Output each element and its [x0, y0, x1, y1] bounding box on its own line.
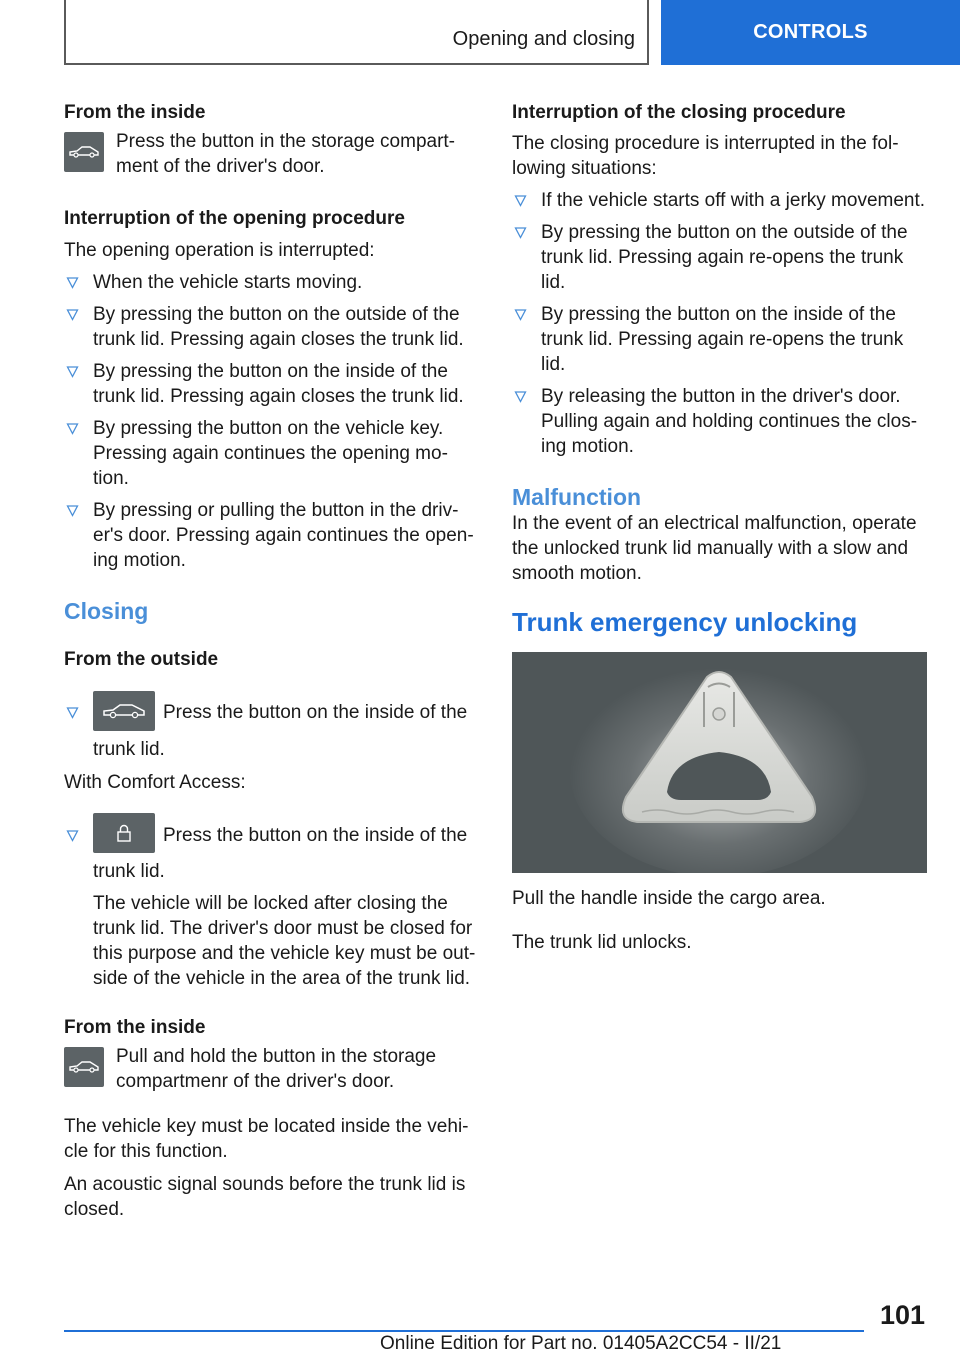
- comfort-access-note: The vehicle will be locked after closing the trunk lid. The driver's door must be closed for this purpose and the vehicle key must be out-side of the vehicle in the area of the trunk lid.: [93, 893, 476, 989]
- triangle-bullet-icon: [66, 706, 79, 719]
- emergency-handle-photo: [512, 652, 927, 873]
- trunk-unlocks-text: The trunk lid unlocks.: [512, 932, 692, 953]
- triangle-bullet-icon: [514, 390, 527, 403]
- header-left-rule: [64, 0, 66, 64]
- trunk-car-icon: [64, 132, 104, 172]
- subheading-interruption-closing: Interruption of the closing procedure: [512, 102, 846, 123]
- from-inside-closing-instruction: [64, 1044, 478, 1094]
- header-right-rule: [647, 0, 649, 64]
- header-bottom-rule: [64, 63, 649, 65]
- triangle-bullet-icon: [66, 829, 79, 842]
- triangle-bullet-icon: [66, 365, 79, 378]
- trunk-car-icon: [64, 1047, 104, 1087]
- from-inside-closing-text: Pull and hold the button in the storage compartmenr of the driver's door.: [116, 1046, 437, 1092]
- trunk-car-icon: [93, 691, 155, 731]
- heading-malfunction: Malfunction: [512, 484, 642, 510]
- right-column: [512, 100, 930, 955]
- left-column: [64, 100, 478, 1222]
- triangle-bullet-icon: [66, 308, 79, 321]
- from-inside-instruction: [64, 129, 478, 179]
- list-item: By pressing the button on the vehicle key. Pressing again continues the opening mo-tion.: [64, 416, 478, 491]
- list-item: By pressing the button on the inside of the trunk lid. Pressing again re-opens the trunk lid.: [512, 302, 930, 377]
- list-item: By pressing the button on the outside of the trunk lid. Pressing again re-opens the trunk lid.: [512, 220, 930, 295]
- list-item: By pressing the button on the inside of the trunk lid. Pressing again closes the trunk lid.: [64, 359, 478, 409]
- pull-handle-text: Pull the handle inside the cargo area.: [512, 888, 826, 909]
- vehicle-key-note: The vehicle key must be located inside the vehi-cle for this function.: [64, 1116, 469, 1162]
- lock-icon: [93, 813, 155, 853]
- comfort-access-list: [64, 823, 478, 991]
- list-item: When the vehicle starts moving.: [64, 270, 478, 295]
- malfunction-text: In the event of an electrical malfunction, operate the unlocked trunk lid manually with a slow and smooth motion.: [512, 513, 917, 584]
- list-item: By pressing or pulling the button in the driv-er's door. Pressing again continues the open-ing motion.: [64, 498, 478, 573]
- triangle-bullet-icon: [66, 504, 79, 517]
- triangle-bullet-icon: [66, 422, 79, 435]
- from-outside-list: [64, 700, 478, 762]
- subheading-interruption-opening: Interruption of the opening procedure: [64, 208, 405, 229]
- triangle-bullet-icon: [514, 308, 527, 321]
- list-item: Press the button on the inside of the trunk lid. The vehicle will be locked after closing the trunk lid. The driver's door must be closed for this purpose and the vehicle key must be out-side of the vehicle in the area of the trunk lid.: [64, 823, 478, 991]
- comfort-access-label: With Comfort Access:: [64, 772, 246, 793]
- header-chapter-tab: CONTROLS: [661, 0, 960, 65]
- triangle-bullet-icon: [66, 276, 79, 289]
- interruption-opening-list: [64, 270, 478, 573]
- page-number: 101: [880, 1300, 926, 1330]
- footer-rule: [64, 1330, 864, 1332]
- header-section-title: Opening and closing: [452, 28, 635, 50]
- triangle-bullet-icon: [514, 226, 527, 239]
- triangle-bullet-icon: [514, 194, 527, 207]
- interruption-opening-intro: The opening operation is interrupted:: [64, 240, 375, 261]
- heading-closing: Closing: [64, 598, 149, 624]
- interruption-closing-list: [512, 188, 930, 459]
- list-item: If the vehicle starts off with a jerky movement.: [512, 188, 930, 213]
- subheading-from-inside: From the inside: [64, 102, 206, 123]
- edition-footer: Online Edition for Part no. 01405A2CC54 - II/21: [380, 1333, 782, 1354]
- list-item: By releasing the button in the driver's door. Pulling again and holding continues the clos-ing motion.: [512, 384, 930, 459]
- subheading-from-inside-closing: From the inside: [64, 1017, 206, 1038]
- interruption-closing-intro: The closing procedure is interrupted in the fol-lowing situations:: [512, 133, 899, 179]
- list-item: By pressing the button on the outside of the trunk lid. Pressing again closes the trunk lid.: [64, 302, 478, 352]
- from-inside-text: Press the button in the storage compart- ment of the driver's door.: [116, 131, 456, 177]
- heading-trunk-emergency-unlocking: Trunk emergency unlocking: [512, 607, 858, 637]
- list-item: Press the button on the inside of the trunk lid.: [64, 700, 478, 762]
- acoustic-signal-note: An acoustic signal sounds before the trunk lid is closed.: [64, 1174, 466, 1220]
- subheading-from-outside: From the outside: [64, 649, 219, 670]
